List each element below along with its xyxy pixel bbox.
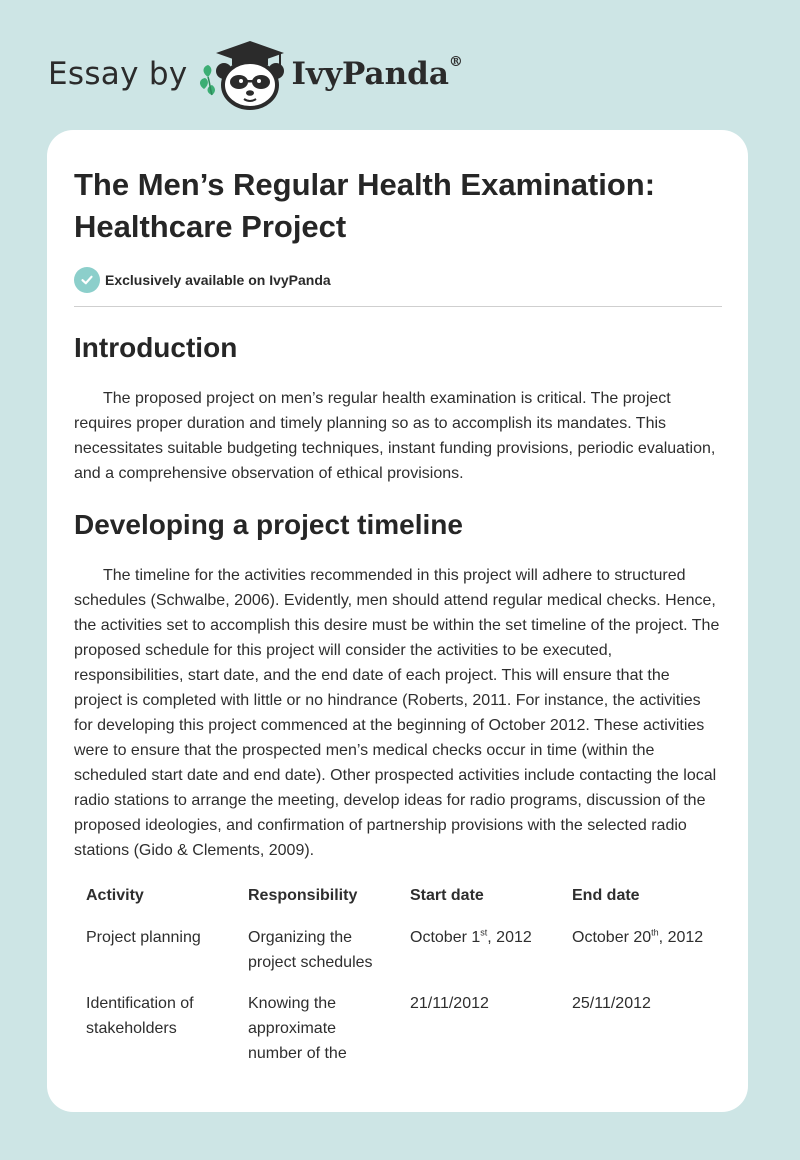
table-row	[74, 979, 722, 1070]
brand-prefix: Essay by	[48, 56, 188, 92]
brand-name	[292, 56, 463, 92]
table-header-end-date: End date	[572, 887, 640, 904]
section-heading-introduction: Introduction	[74, 332, 238, 363]
brand-header	[48, 34, 463, 114]
table-row	[74, 913, 722, 979]
end-date-main: October 20	[572, 929, 652, 946]
page-title: The Men’s Regular Health Examination: Healthcare Project	[74, 167, 656, 244]
divider	[74, 306, 722, 307]
table-header-row	[74, 871, 722, 913]
panda-logo-icon	[198, 37, 288, 111]
table-cell-end-date	[560, 913, 722, 979]
table-cell-responsibility: Knowing the approximate number of the	[248, 995, 347, 1062]
section-heading-timeline: Developing a project timeline	[74, 509, 463, 540]
table-cell-activity: Identification of stakeholders	[86, 995, 194, 1037]
section-paragraph-introduction: The proposed project on men’s regular health examination is critical. The project requires proper duration and timely planning so as to accomplish its mandates. This necessitates suitable budgeting techniques, instant funding provisions, periodic evaluation, and a comprehensive observation of ethical provisions.	[74, 390, 716, 482]
end-date-year: , 2012	[658, 929, 704, 946]
start-date-year: , 2012	[487, 929, 532, 946]
table-cell-start-date	[398, 913, 560, 979]
table-header-start-date: Start date	[410, 887, 484, 904]
section-paragraph-timeline: The timeline for the activities recommended in this project will adhere to structured schedules (Schwalbe, 2006). Evidently, men should attend regular medical checks. Hence, the activities set to accomplish this desire must be within the set timeline of the project. The proposed schedule for this project will consider the activities to be executed, responsibilities, start date, and the end date of each project. This will ensure that the project is completed with little or no hindrance (Roberts, 2011. For instance, the activities for developing this project commenced at the beginning of October 2012. These activities were to ensure that the prospected men’s medical checks occur in time (within the scheduled start date and end date). Other prospected activities include contacting the local radio stations to arrange the meeting, develop ideas for radio programs, discussion of the proposed ideologies, and confirmation of partnership provisions with the selected radio stations (Gido & Clements, 2009).	[74, 567, 720, 859]
timeline-table	[74, 871, 722, 1070]
exclusive-badge	[74, 266, 722, 294]
brand-name-text: IvyPanda	[291, 56, 449, 92]
end-date-ordinal: th	[651, 927, 659, 938]
essay-card	[47, 130, 748, 1112]
table-cell-start-date: 21/11/2012	[410, 995, 489, 1012]
registered-mark: ®	[448, 54, 463, 70]
ivy-leaf-icon	[199, 65, 214, 95]
table-cell-end-date: 25/11/2012	[572, 995, 651, 1012]
table-cell-responsibility: Organizing the project schedules	[248, 929, 373, 971]
start-date-ordinal: st	[480, 927, 488, 938]
table-header-responsibility: Responsibility	[248, 887, 358, 904]
badge-text: Exclusively available on IvyPanda	[105, 272, 331, 288]
check-icon	[74, 267, 100, 293]
table-header-activity: Activity	[86, 887, 144, 904]
start-date-main: October 1	[410, 929, 481, 946]
table-cell-activity: Project planning	[86, 929, 201, 946]
